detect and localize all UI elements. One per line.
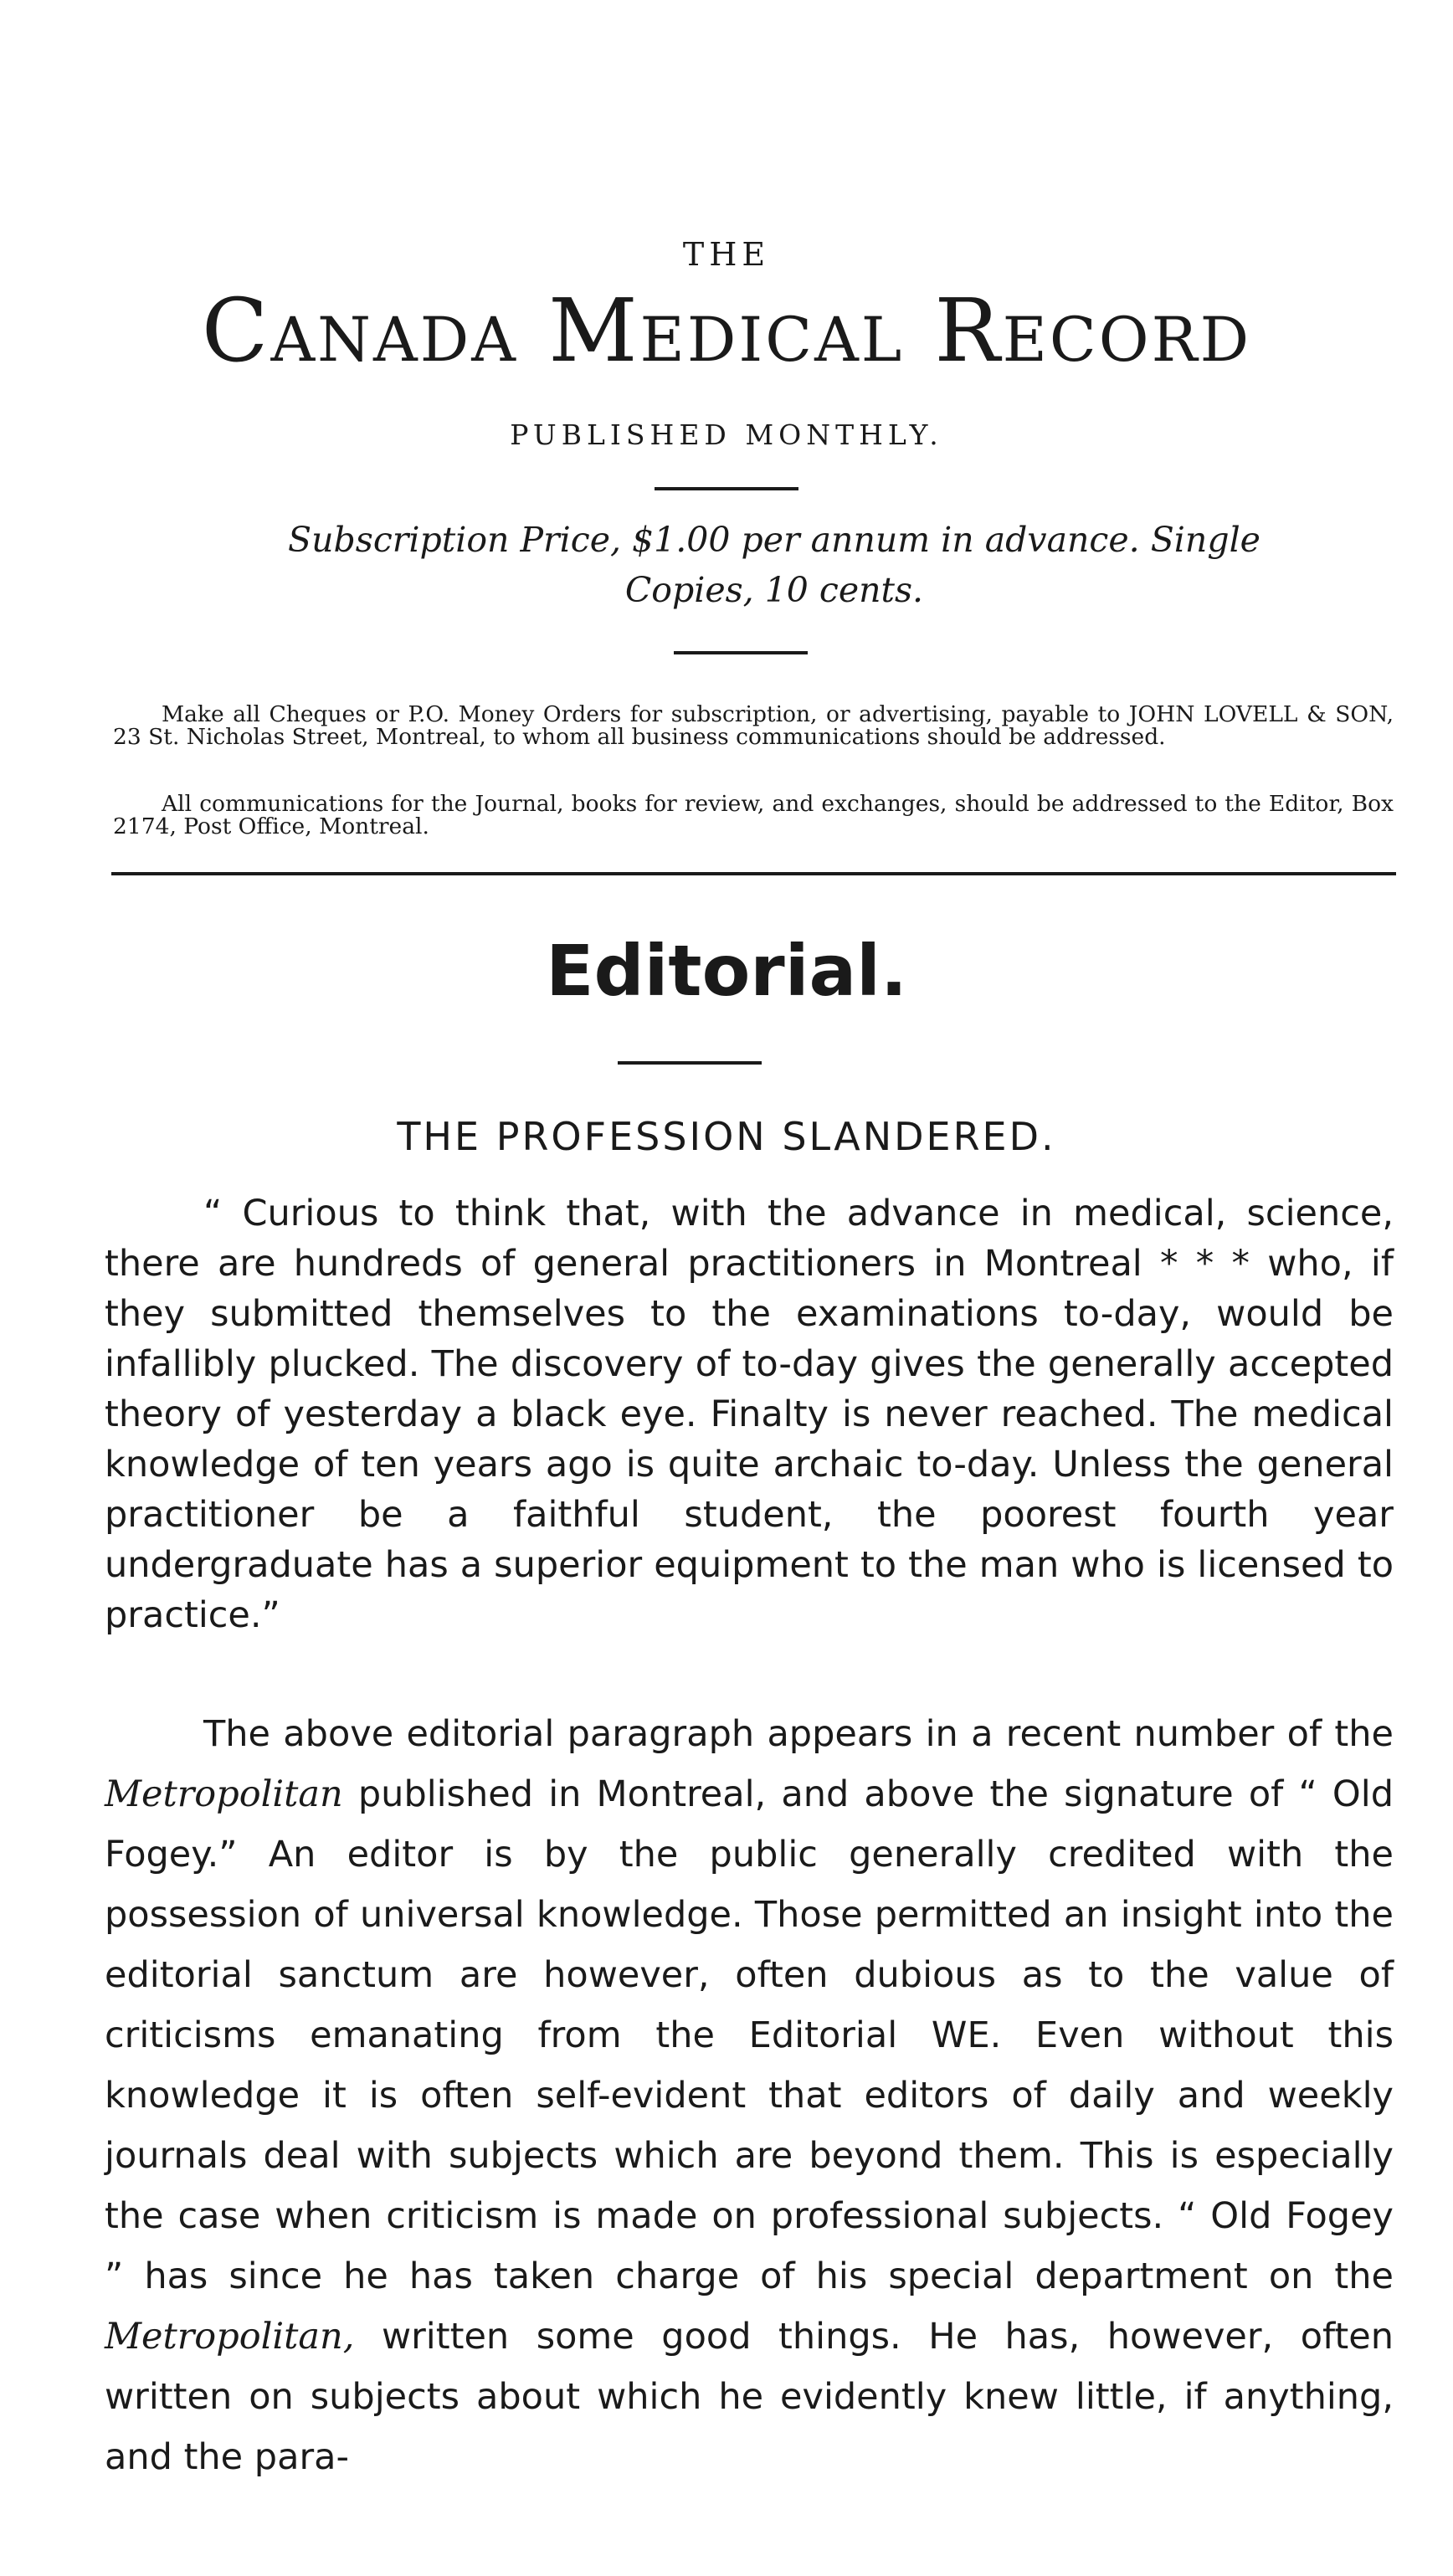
body-text-part-1: The above editorial paragraph appears in a recent number of the xyxy=(203,1713,1394,1755)
body-paragraph xyxy=(105,1704,1394,2487)
editorial-address-notice xyxy=(113,793,1394,838)
section-heading: Editorial. xyxy=(546,930,907,1012)
subscription-line-1: Subscription Price, $1.00 per annum in advance. Single xyxy=(288,520,1260,560)
publication-frequency: PUBLISHED MONTHLY. xyxy=(510,418,943,451)
body-text-part-2: published in Montreal, and above the signature of “ Old Fogey.” An editor is by the public generally credited with the possession of universal knowledge. Those permitted an insight into the editorial sanctum are however, often dubious as to the value of criticisms emanating from the Editorial WE. Even without this knowledge it is often self-evident that editors of daily and weekly journals deal with subjects which are beyond them. This is especially the case when criticism is made on professional subjects. “ Old Fogey ” has since he has taken charge of his special department on the xyxy=(105,1773,1394,2297)
publication-name-2: Metropolitan, xyxy=(105,2316,355,2358)
subscription-line-2: Copies, 10 cents. xyxy=(624,570,924,610)
publication-name: Metropolitan xyxy=(105,1773,343,1815)
section-divider xyxy=(618,1061,762,1065)
subscription-divider xyxy=(674,651,808,654)
editorial-address-text: All communications for the Journal, books for review, and exchanges, should be addressed to the Editor, Box 2174, Post Office, Montreal. xyxy=(113,791,1394,839)
body-text-part-3: written some good things. He has, however, often written on subjects about which he evidently knew little, if anything, and the para- xyxy=(105,2316,1394,2478)
payment-notice xyxy=(113,703,1394,748)
journal-title: Canada Medical Record xyxy=(201,280,1252,382)
quoted-paragraph: “ Curious to think that, with the advance in medical, science, there are hundreds of general practitioners in Montreal * * * who, if they submitted themselves to the examinations to-day, would be infallibly plucked. The discovery of to-day gives the generally accepted theory of yesterday a black eye. Finalty is never reached. The medical knowledge of ten years ago is quite archaic to-day. Unless the general practitioner be a faithful student, the poorest fourth year undergraduate has a superior equipment to the man who is licensed to practice.” xyxy=(105,1193,1394,1636)
masthead-divider xyxy=(655,487,798,490)
article-title: THE PROFESSION SLANDERED. xyxy=(397,1114,1056,1159)
payment-notice-text: Make all Cheques or P.O. Money Orders for subscription, or advertising, payable to JOHN LOVELL & SON, 23 St. Nicholas Street, Montreal, to whom all business communications should be addressed. xyxy=(113,701,1394,750)
masthead-the: THE xyxy=(682,236,771,273)
subscription-info xyxy=(167,515,1381,615)
header-rule xyxy=(111,872,1396,875)
